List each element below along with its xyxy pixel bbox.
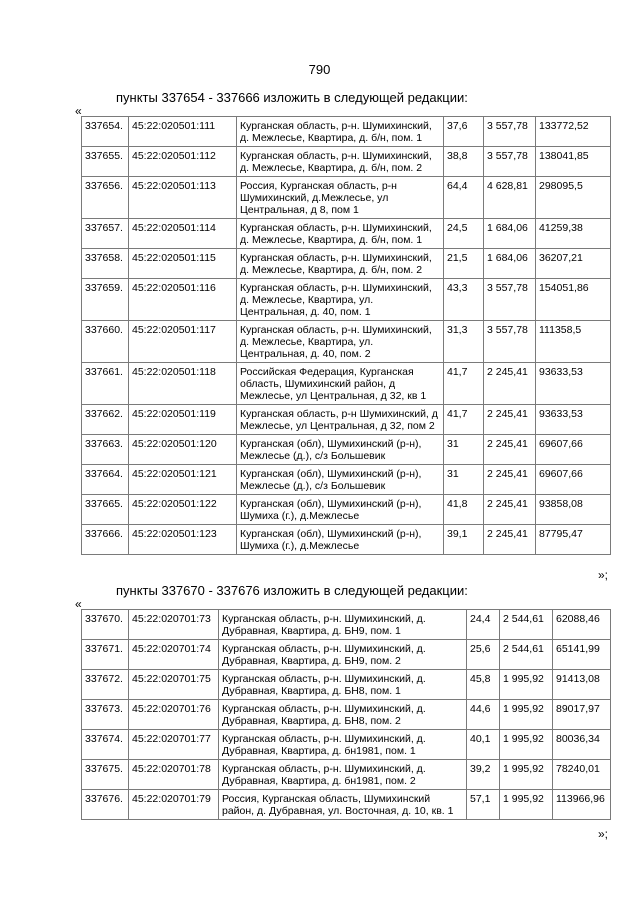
cell-cadastral-number: 45:22:020701:79 bbox=[129, 790, 219, 820]
cell-rate: 2 245,41 bbox=[484, 495, 536, 525]
cell-address: Курганская область, р-н. Шумихинский, д. Дубравная, Квартира, д. БН9, пом. 1 bbox=[219, 610, 467, 640]
section2-close-quote: »; bbox=[598, 827, 609, 841]
cell-cadastral-number: 45:22:020501:119 bbox=[129, 405, 237, 435]
cell-rate: 2 245,41 bbox=[484, 525, 536, 555]
page-number: 790 bbox=[308, 62, 331, 77]
cell-rate: 1 995,92 bbox=[500, 670, 553, 700]
cell-area: 40,1 bbox=[467, 730, 500, 760]
cell-value: 91413,08 bbox=[553, 670, 611, 700]
cell-address: Российская Федерация, Курганская область, Шумихинский район, д Межлесье, ул Центральная, д 32, кв 1 bbox=[237, 363, 444, 405]
cell-rate: 1 995,92 bbox=[500, 700, 553, 730]
cell-cadastral-number: 45:22:020501:120 bbox=[129, 435, 237, 465]
cell-item-number: 337676. bbox=[82, 790, 129, 820]
cell-rate: 1 684,06 bbox=[484, 249, 536, 279]
cell-rate: 2 245,41 bbox=[484, 363, 536, 405]
cell-item-number: 337662. bbox=[82, 405, 129, 435]
cell-rate: 1 684,06 bbox=[484, 219, 536, 249]
cell-address: Курганская (обл), Шумихинский (р-н), Межлесье (д.), с/з Большевик bbox=[237, 435, 444, 465]
table-row bbox=[82, 525, 611, 555]
cell-area: 24,5 bbox=[444, 219, 484, 249]
table-row bbox=[82, 147, 611, 177]
cell-area: 45,8 bbox=[467, 670, 500, 700]
section1-close-quote: »; bbox=[598, 568, 609, 582]
cell-address: Курганская область, р-н. Шумихинский, д. Дубравная, Квартира, д. БН9, пом. 2 bbox=[219, 640, 467, 670]
cell-area: 39,1 bbox=[444, 525, 484, 555]
table-row bbox=[82, 640, 611, 670]
table-row bbox=[82, 760, 611, 790]
cell-area: 57,1 bbox=[467, 790, 500, 820]
table-row bbox=[82, 465, 611, 495]
cell-rate: 3 557,78 bbox=[484, 321, 536, 363]
cell-area: 31 bbox=[444, 465, 484, 495]
cell-value: 111358,5 bbox=[536, 321, 611, 363]
cell-area: 43,3 bbox=[444, 279, 484, 321]
cell-area: 39,2 bbox=[467, 760, 500, 790]
cell-value: 78240,01 bbox=[553, 760, 611, 790]
cell-value: 133772,52 bbox=[536, 117, 611, 147]
cell-rate: 2 544,61 bbox=[500, 610, 553, 640]
cell-item-number: 337671. bbox=[82, 640, 129, 670]
cell-item-number: 337659. bbox=[82, 279, 129, 321]
cell-item-number: 337657. bbox=[82, 219, 129, 249]
cell-value: 298095,5 bbox=[536, 177, 611, 219]
cell-cadastral-number: 45:22:020501:113 bbox=[129, 177, 237, 219]
cell-value: 62088,46 bbox=[553, 610, 611, 640]
cell-item-number: 337663. bbox=[82, 435, 129, 465]
cell-rate: 1 995,92 bbox=[500, 730, 553, 760]
cell-cadastral-number: 45:22:020701:76 bbox=[129, 700, 219, 730]
cell-value: 69607,66 bbox=[536, 435, 611, 465]
table-row bbox=[82, 279, 611, 321]
cell-item-number: 337654. bbox=[82, 117, 129, 147]
cell-item-number: 337672. bbox=[82, 670, 129, 700]
cell-cadastral-number: 45:22:020501:114 bbox=[129, 219, 237, 249]
cell-address: Курганская область, р-н. Шумихинский, д. Межлесье, Квартира, ул. Центральная, д. 40, пом. 2 bbox=[237, 321, 444, 363]
cell-cadastral-number: 45:22:020501:116 bbox=[129, 279, 237, 321]
cell-cadastral-number: 45:22:020501:115 bbox=[129, 249, 237, 279]
cell-area: 21,5 bbox=[444, 249, 484, 279]
cell-value: 69607,66 bbox=[536, 465, 611, 495]
cell-rate: 2 544,61 bbox=[500, 640, 553, 670]
cell-area: 44,6 bbox=[467, 700, 500, 730]
cell-cadastral-number: 45:22:020701:78 bbox=[129, 760, 219, 790]
section2-table bbox=[81, 609, 611, 820]
cell-area: 24,4 bbox=[467, 610, 500, 640]
table-row bbox=[82, 610, 611, 640]
cell-item-number: 337670. bbox=[82, 610, 129, 640]
cell-address: Курганская (обл), Шумихинский (р-н), Шумиха (г.), д.Межлесье bbox=[237, 495, 444, 525]
cell-value: 89017,97 bbox=[553, 700, 611, 730]
cell-address: Курганская область, р-н. Шумихинский, д. Дубравная, Квартира, д. бн1981, пом. 2 bbox=[219, 760, 467, 790]
cell-address: Курганская область, р-н. Шумихинский, д. Дубравная, Квартира, д. БН8, пом. 1 bbox=[219, 670, 467, 700]
cell-item-number: 337665. bbox=[82, 495, 129, 525]
cell-rate: 4 628,81 bbox=[484, 177, 536, 219]
section2-intro: пункты 337670 - 337676 изложить в следующей редакции: bbox=[116, 583, 468, 598]
cell-address: Курганская область, р-н. Шумихинский, д. Межлесье, Квартира, д. б/н, пом. 2 bbox=[237, 147, 444, 177]
cell-rate: 2 245,41 bbox=[484, 405, 536, 435]
cell-rate: 1 995,92 bbox=[500, 790, 553, 820]
cell-area: 25,6 bbox=[467, 640, 500, 670]
cell-cadastral-number: 45:22:020501:111 bbox=[129, 117, 237, 147]
cell-value: 93858,08 bbox=[536, 495, 611, 525]
cell-cadastral-number: 45:22:020501:121 bbox=[129, 465, 237, 495]
table-row bbox=[82, 435, 611, 465]
cell-cadastral-number: 45:22:020501:122 bbox=[129, 495, 237, 525]
cell-rate: 3 557,78 bbox=[484, 147, 536, 177]
cell-address: Курганская область, р-н. Шумихинский, д. Дубравная, Квартира, д. БН8, пом. 2 bbox=[219, 700, 467, 730]
cell-area: 38,8 bbox=[444, 147, 484, 177]
section1-open-quote: « bbox=[75, 104, 82, 118]
table-row bbox=[82, 730, 611, 760]
table-row bbox=[82, 249, 611, 279]
cell-value: 93633,53 bbox=[536, 405, 611, 435]
cell-item-number: 337656. bbox=[82, 177, 129, 219]
cell-item-number: 337664. bbox=[82, 465, 129, 495]
cell-cadastral-number: 45:22:020701:75 bbox=[129, 670, 219, 700]
cell-value: 113966,96 bbox=[553, 790, 611, 820]
cell-item-number: 337673. bbox=[82, 700, 129, 730]
cell-address: Курганская область, р-н. Шумихинский, д. Дубравная, Квартира, д. бн1981, пом. 1 bbox=[219, 730, 467, 760]
table-row bbox=[82, 495, 611, 525]
cell-rate: 3 557,78 bbox=[484, 117, 536, 147]
table-row bbox=[82, 177, 611, 219]
table-row bbox=[82, 117, 611, 147]
cell-area: 64,4 bbox=[444, 177, 484, 219]
cell-value: 65141,99 bbox=[553, 640, 611, 670]
cell-item-number: 337658. bbox=[82, 249, 129, 279]
table-row bbox=[82, 670, 611, 700]
section1-intro: пункты 337654 - 337666 изложить в следующей редакции: bbox=[116, 90, 468, 105]
cell-rate: 3 557,78 bbox=[484, 279, 536, 321]
cell-value: 36207,21 bbox=[536, 249, 611, 279]
table-row bbox=[82, 321, 611, 363]
cell-area: 37,6 bbox=[444, 117, 484, 147]
cell-cadastral-number: 45:22:020501:118 bbox=[129, 363, 237, 405]
cell-area: 41,7 bbox=[444, 363, 484, 405]
cell-cadastral-number: 45:22:020501:117 bbox=[129, 321, 237, 363]
cell-cadastral-number: 45:22:020501:123 bbox=[129, 525, 237, 555]
cell-area: 31 bbox=[444, 435, 484, 465]
cell-address: Курганская область, р-н Шумихинский, д Межлесье, ул Центральная, д 32, пом 2 bbox=[237, 405, 444, 435]
cell-item-number: 337675. bbox=[82, 760, 129, 790]
cell-item-number: 337674. bbox=[82, 730, 129, 760]
cell-value: 93633,53 bbox=[536, 363, 611, 405]
cell-rate: 2 245,41 bbox=[484, 435, 536, 465]
cell-value: 87795,47 bbox=[536, 525, 611, 555]
cell-cadastral-number: 45:22:020701:77 bbox=[129, 730, 219, 760]
section1-table bbox=[81, 116, 611, 555]
cell-area: 41,8 bbox=[444, 495, 484, 525]
cell-item-number: 337655. bbox=[82, 147, 129, 177]
cell-item-number: 337666. bbox=[82, 525, 129, 555]
cell-address: Курганская область, р-н. Шумихинский, д. Межлесье, Квартира, д. б/н, пом. 1 bbox=[237, 219, 444, 249]
cell-value: 154051,86 bbox=[536, 279, 611, 321]
cell-value: 138041,85 bbox=[536, 147, 611, 177]
cell-value: 80036,34 bbox=[553, 730, 611, 760]
cell-rate: 1 995,92 bbox=[500, 760, 553, 790]
cell-address: Курганская (обл), Шумихинский (р-н), Шумиха (г.), д.Межлесье bbox=[237, 525, 444, 555]
cell-cadastral-number: 45:22:020701:73 bbox=[129, 610, 219, 640]
cell-address: Россия, Курганская область, Шумихинский район, д. Дубравная, ул. Восточная, д. 10, кв. 1 bbox=[219, 790, 467, 820]
cell-address: Курганская (обл), Шумихинский (р-н), Межлесье (д.), с/з Большевик bbox=[237, 465, 444, 495]
cell-area: 31,3 bbox=[444, 321, 484, 363]
cell-cadastral-number: 45:22:020501:112 bbox=[129, 147, 237, 177]
table-row bbox=[82, 405, 611, 435]
table-row bbox=[82, 363, 611, 405]
cell-address: Курганская область, р-н. Шумихинский, д. Межлесье, Квартира, д. б/н, пом. 2 bbox=[237, 249, 444, 279]
table-row bbox=[82, 219, 611, 249]
table-row bbox=[82, 790, 611, 820]
cell-rate: 2 245,41 bbox=[484, 465, 536, 495]
cell-item-number: 337660. bbox=[82, 321, 129, 363]
table-row bbox=[82, 700, 611, 730]
cell-address: Курганская область, р-н. Шумихинский, д. Межлесье, Квартира, ул. Центральная, д. 40, пом. 1 bbox=[237, 279, 444, 321]
section2-open-quote: « bbox=[75, 597, 82, 611]
cell-area: 41,7 bbox=[444, 405, 484, 435]
cell-address: Россия, Курганская область, р-н Шумихинский, д.Межлесье, ул Центральная, д 8, пом 1 bbox=[237, 177, 444, 219]
cell-address: Курганская область, р-н. Шумихинский, д. Межлесье, Квартира, д. б/н, пом. 1 bbox=[237, 117, 444, 147]
cell-item-number: 337661. bbox=[82, 363, 129, 405]
cell-cadastral-number: 45:22:020701:74 bbox=[129, 640, 219, 670]
cell-value: 41259,38 bbox=[536, 219, 611, 249]
